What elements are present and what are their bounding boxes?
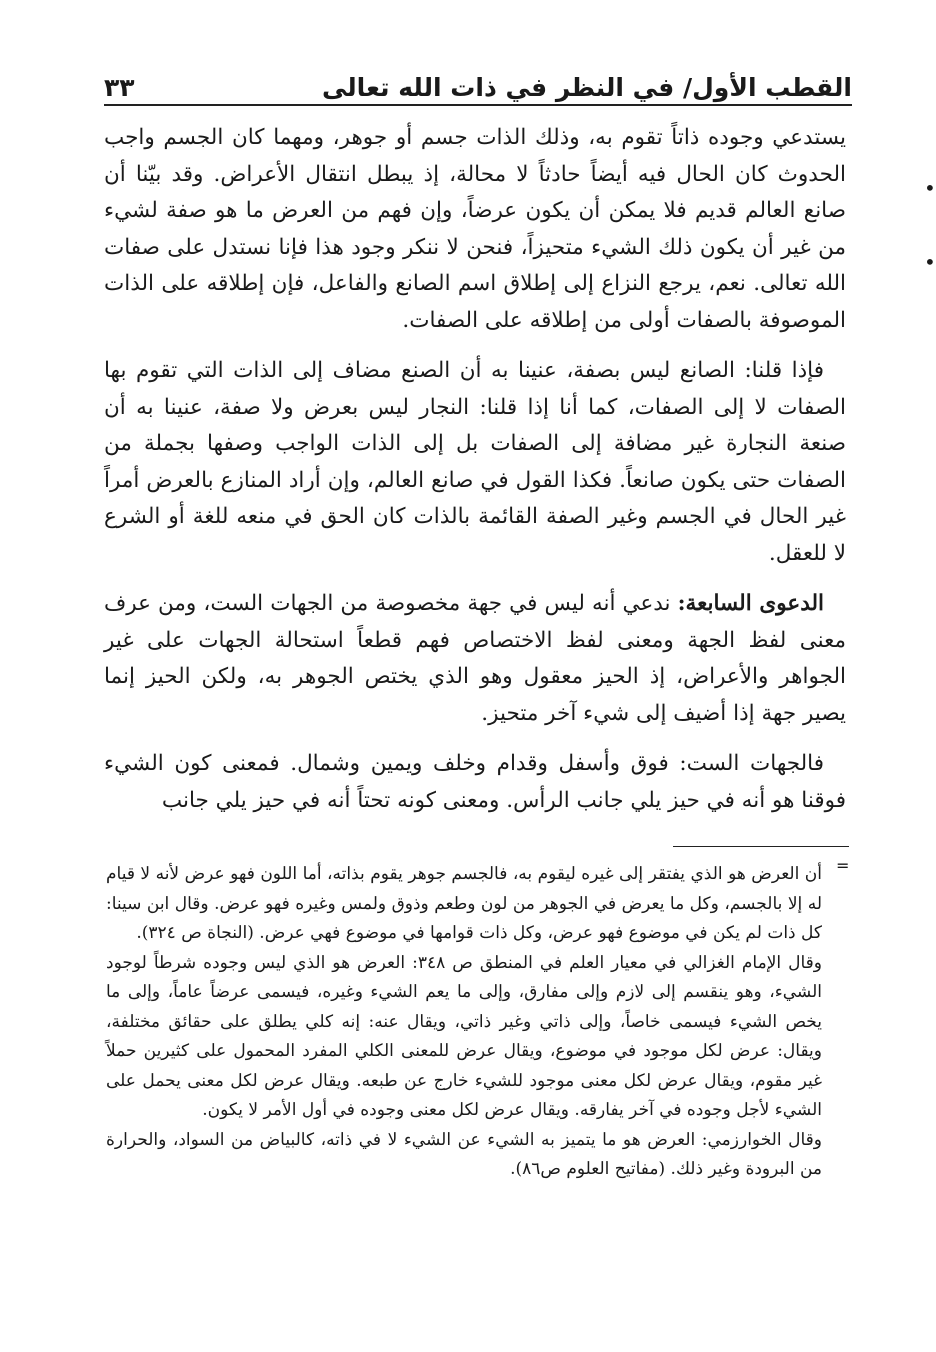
margin-mark: •	[924, 176, 936, 200]
footnote-1: أن العرض هو الذي يفتقر إلى غيره ليقوم به، فالجسم جوهر يقوم بذاته، أما اللون فهو عرض لأنه لا قيام له إلا بالجسم، وكل ما يعرض في الجوهر من لون وطعم وذوق ولمس وغيره فهو عرض. وقال ابن سينا: كل ذات لم يكن في موضوع فهو عرض، وكل ذات قوامها في موضوع فهي عرض. (النجاة ص ٣٢٤).	[106, 864, 822, 943]
paragraph-3-text: ندعي أنه ليس في جهة مخصوصة من الجهات الست، ومن عرف معنى لفظ الجهة ومعنى لفظ الاختصاص فهم قطعاً استحالة الجهات على غير الجواهر والأعراض، إذ الحيز معقول وهو الذي يختص الجوهر به، ولكن الحيز إنما يصير جهة إذا أضيف إلى شيء آخر متحيز.	[104, 591, 846, 726]
running-header	[104, 58, 852, 102]
page-number: ٣٣	[104, 73, 135, 102]
header-rule	[104, 104, 852, 106]
main-text	[104, 120, 846, 833]
margin-mark: •	[924, 250, 936, 274]
running-title: القطب الأول/ في النظر في ذات الله تعالى	[321, 73, 852, 102]
footnotes	[106, 860, 822, 1185]
section-heading-seventh-claim: الدعوى السابعة:	[677, 591, 824, 616]
footnote-2: وقال الإمام الغزالي في معيار العلم في المنطق ص ٣٤٨: العرض هو الذي ليس وجوده شرطاً لوجود الشيء، وهو ينقسم إلى لازم وإلى مفارق، وإلى ما يعم الشيء وغيره، فيسمى عرضاً عاماً، وإلى ما يخص الشيء فيسمى خاصاً، وإلى ذاتي وغير ذاتي، ويقال عنه: إنه كلي يطلق على حقائق مختلفة، ويقال: عرض لكل موجود في موضوع، ويقال عرض للمعنى الكلي المفرد المحمول على كثيرين حملاً غير مقوم، ويقال عرض لكل معنى موجود للشيء خارج عن طبعه. ويقال عرض لكل معنى يحمل على الشيء لأجل وجوده في آخر يفارقه. ويقال عرض لكل معنى وجوده في أول الأمر لا يكون.	[106, 952, 822, 1120]
paragraph-2: فإذا قلنا: الصانع ليس بصفة، عنينا به أن الصنع مضاف إلى الذات التي تقوم بها الصفات لا إلى الصفات، كما أنا إذا قلنا: النجار ليس بعرض ولا صفة، عنينا به أن صنعة النجارة غير مضافة إلى الصفات بل إلى الذات الواجب وصفها بجملة من الصفات حتى يكون صانعاً. فكذا القول في صانع العالم، وإن أراد المنازع بالعرض أمراً غير الحال في الجسم وغير الصفة القائمة بالذات كان الحق في منعه للغة أو الشرع لا للعقل.	[104, 358, 846, 566]
paragraph-3	[104, 586, 846, 732]
footnote-3: وقال الخوارزمي: العرض هو ما يتميز به الشيء عن الشيء لا في ذاته، كالبياض من السواد، والحرارة من البرودة وغير ذلك. (مفاتيح العلوم ص٨٦).	[106, 1129, 822, 1179]
footnote-continuation-mark: =	[836, 856, 850, 875]
paragraph-1: يستدعي وجوده ذاتاً تقوم به، وذلك الذات جسم أو جوهر، ومهما كان الجسم واجب الحدوث كان الحال فيه أيضاً حادثاً لا محالة، إذ يبطل انتقال الأعراض. وقد بيّنا أن صانع العالم قديم فلا يمكن أن يكون عرضاً، وإن فهم من العرض ما هو صفة لشيء من غير أن يكون ذلك الشيء متحيزاً، فنحن لا ننكر وجود هذا فإنا نستدل على صفات الله تعالى. نعم، يرجع النزاع إلى إطلاق اسم الصانع والفاعل، فإن إطلاقه على الذات الموصوفة بالصفات أولى من إطلاقه على الصفات.	[104, 125, 846, 333]
footnote-separator	[673, 846, 849, 847]
paragraph-4: فالجهات الست: فوق وأسفل وقدام وخلف ويمين وشمال. فمعنى كون الشيء فوقنا هو أنه في حيز يلي جانب الرأس. ومعنى كونه تحتاً أنه في حيز يلي جانب	[104, 751, 846, 813]
